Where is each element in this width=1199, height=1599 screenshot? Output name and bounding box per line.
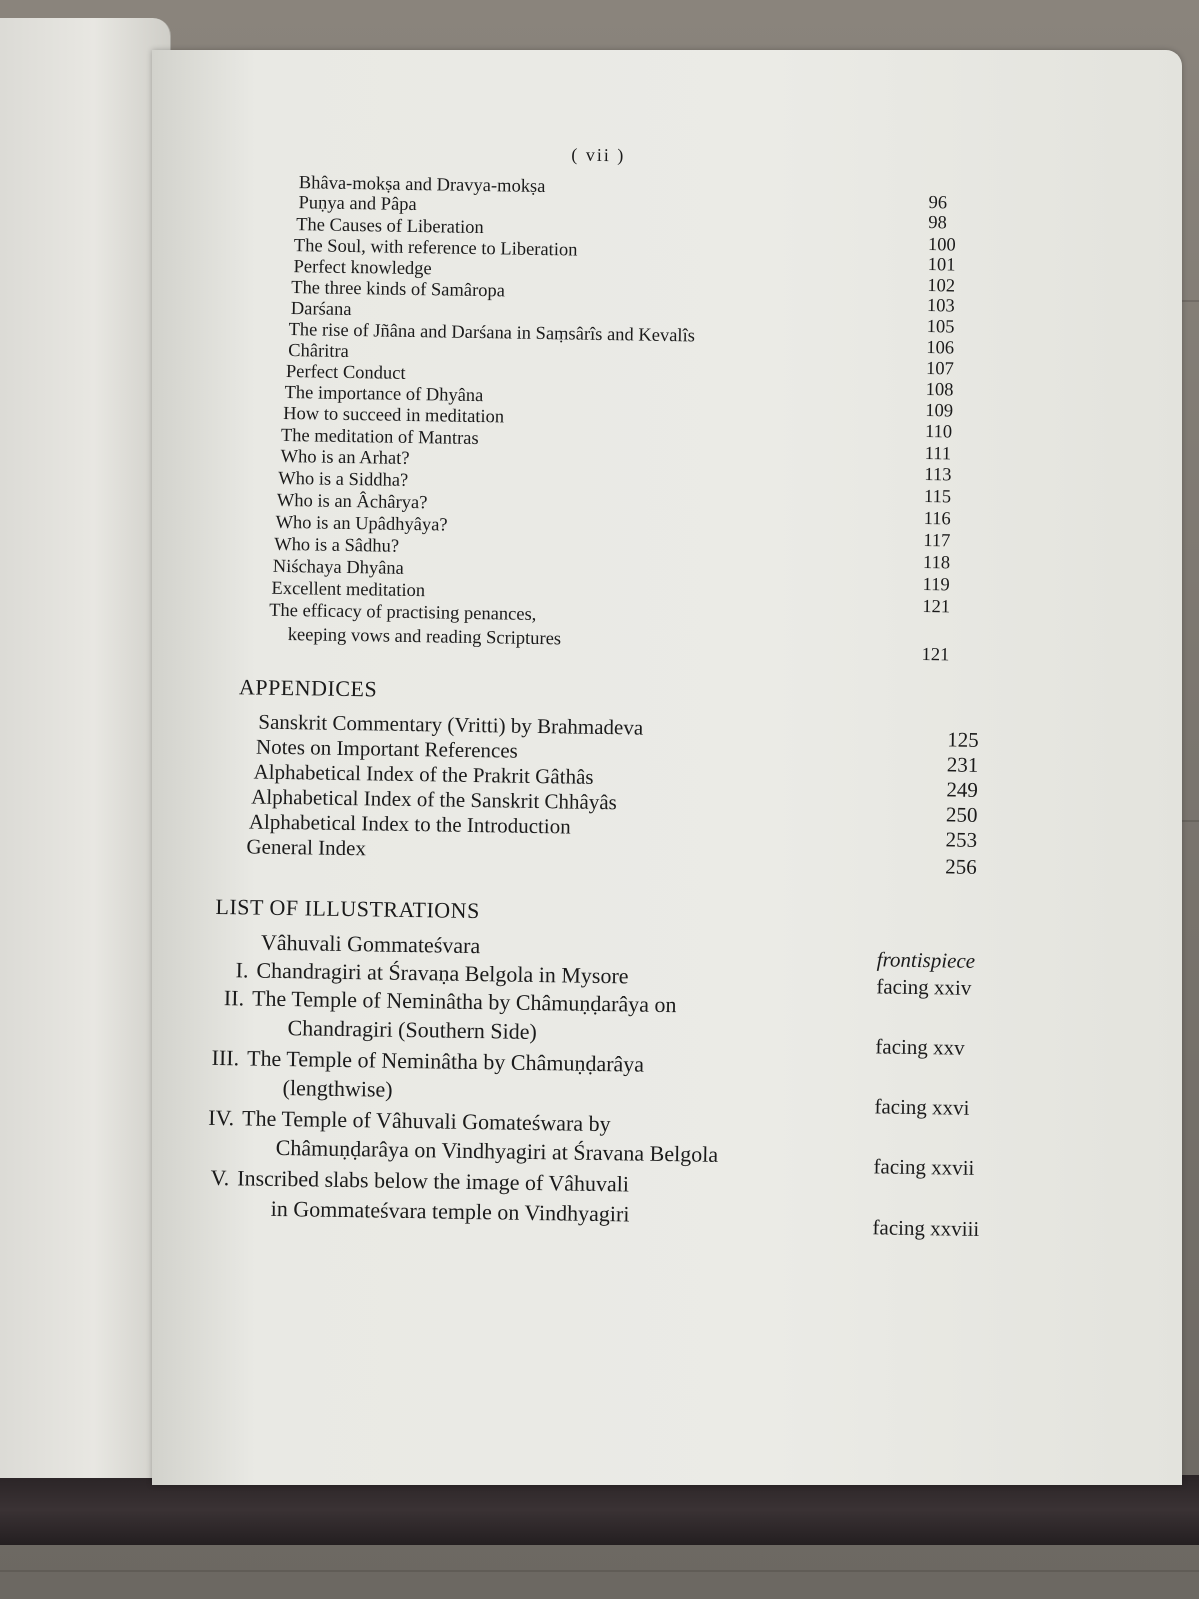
toc-entry-title: Puṇya and Pâpa [298,193,417,216]
toc-entry-title: The meditation of Mantras [280,425,479,450]
toc-entry-title: The efficacy of practising penances, [268,600,537,625]
illustration-item [210,957,628,990]
toc-entry-title: The three kinds of Samâropa [291,278,506,302]
illustration-number: III. [211,1044,240,1071]
illustration-title-continued: Chandragiri (Southern Side) [287,1015,538,1045]
illustration-title: Chandragiri at Śravaṇa Belgola in Mysore [256,957,629,989]
illustration-title-continued: in Gommateśvara temple on Vindhyagiri [270,1195,630,1227]
toc-entry-title: Perfect knowledge [293,257,432,280]
toc-entry-page: 98 [928,213,947,234]
page-content [141,43,1193,1494]
toc-entry-title: Who is an Upâdhyâya? [275,512,448,536]
toc-entry-page: 107 [925,359,954,380]
toc-entry-title: Who is a Sâdhu? [274,534,400,557]
illustration-item [196,1105,611,1138]
toc-entry-title: Niśchaya Dhyâna [272,556,404,579]
illustration-number: II. [223,985,245,1011]
left-digit [0,179,10,197]
illustration-item [206,985,677,1018]
toc-entry-title: The Soul, with reference to Liberation [293,236,578,261]
toc-entry-page: 106 [926,338,955,359]
appendix-page: 250 [945,802,978,827]
toc-entry-title: Bhâva-mokṣa and Dravya-mokṣa [298,173,546,198]
toc-entry-title: Darśana [290,299,352,321]
toc-entry-page: 113 [924,465,952,486]
illustration-number: I. [235,957,249,983]
toc-entry-title: The rise of Jñâna and Darśana in Saṃsârîs and Kevalîs [288,320,696,347]
appendix-page: 231 [946,752,979,777]
toc-entry-title: Excellent meditation [271,578,426,602]
illustration-page: facing xxiv [876,974,972,1000]
toc-entry-title: Who is an Arhat? [280,446,410,469]
toc-entry-page: 111 [924,444,952,465]
left-digit [0,143,10,161]
left-digit [0,197,10,215]
illustration-title: Vâhuvali Gommateśvara [260,929,481,959]
appendix-page: 256 [945,854,977,879]
toc-entry-page: 108 [925,380,954,401]
appendix-page: 253 [945,827,978,852]
illustration-title-continued: Châmuṇḍarâya on Vindhyagiri at Śravana Belgola [275,1134,719,1167]
toc-entry-title: The importance of Dhyâna [284,382,484,407]
toc-entry-page: 116 [923,509,951,530]
right-page [152,50,1182,1485]
illustration-number: V. [210,1164,230,1191]
page-number: ( vii ) [571,144,626,166]
illustration-title: The Temple of Neminâtha by Châmuṇḍarâya on [251,985,677,1018]
toc-entry-title: Who is a Siddha? [278,468,409,491]
illustration-page: facing xxviii [872,1215,980,1241]
illustration-page: facing xxv [875,1034,965,1060]
illustration-item [261,930,481,959]
toc-entry-page: 103 [926,296,955,317]
illustration-title-continued: (lengthwise) [282,1075,393,1102]
toc-entry-page: 109 [925,401,954,422]
toc-entry-page: 105 [926,317,955,338]
illustration-page: facing xxvii [873,1154,975,1180]
toc-entry-page: 96 [928,193,948,214]
illustrations-heading: LIST OF ILLUSTRATIONS [215,893,480,924]
table-grain [0,1570,1199,1572]
toc-entry-title: The Causes of Liberation [296,215,484,239]
toc-entry-page: 118 [922,553,951,574]
left-page-digits [0,143,10,233]
left-digit [0,215,10,233]
illustration-page: facing xxvi [874,1094,970,1120]
appendix-title: Alphabetical Index of the Sanskrit Chhâyâs [251,784,618,815]
appendix-title: Notes on Important References [255,734,518,763]
toc-entry-title: Who is an Âchârya? [276,490,428,514]
appendix-title: Alphabetical Index of the Prakrit Gâthâs [253,759,594,789]
toc-entry-page: 100 [927,235,956,256]
toc-entry-page: 121 [922,597,951,618]
toc-entry-title: Perfect Conduct [285,361,406,384]
illustration-title: The Temple of Neminâtha by Châmuṇḍarâya [246,1045,645,1077]
toc-entry-page: 121 [921,645,950,666]
left-digit [0,161,10,179]
appendix-title: General Index [246,834,367,861]
toc-entry-title: How to succeed in meditation [283,403,505,428]
appendix-title: Alphabetical Index to the Introduction [248,809,571,839]
toc-entry-page: 115 [923,487,952,508]
toc-entry-title: Châritra [288,341,350,362]
illustration-title: The Temple of Vâhuvali Gomateśwara by [241,1105,611,1137]
illustration-item [201,1045,644,1078]
toc-entry-page: 117 [923,531,951,552]
appendix-title: Sanskrit Commentary (Vritti) by Brahmadeva [258,709,644,740]
toc-entry-page: 110 [924,422,953,443]
illustration-page: frontispiece [876,947,976,973]
appendices-heading: APPENDICES [238,674,378,702]
appendix-page: 249 [946,777,979,802]
illustration-title: Inscribed slabs below the image of Vâhuvali [237,1165,630,1197]
toc-entry-page: 102 [927,276,956,297]
toc-entry-title-continued: keeping vows and reading Scriptures [287,625,562,650]
appendix-page: 125 [947,727,979,752]
toc-entry-page: 119 [922,575,950,596]
illustration-number: IV. [208,1104,235,1131]
toc-entry-page: 101 [927,255,956,276]
illustration-item [191,1165,629,1198]
